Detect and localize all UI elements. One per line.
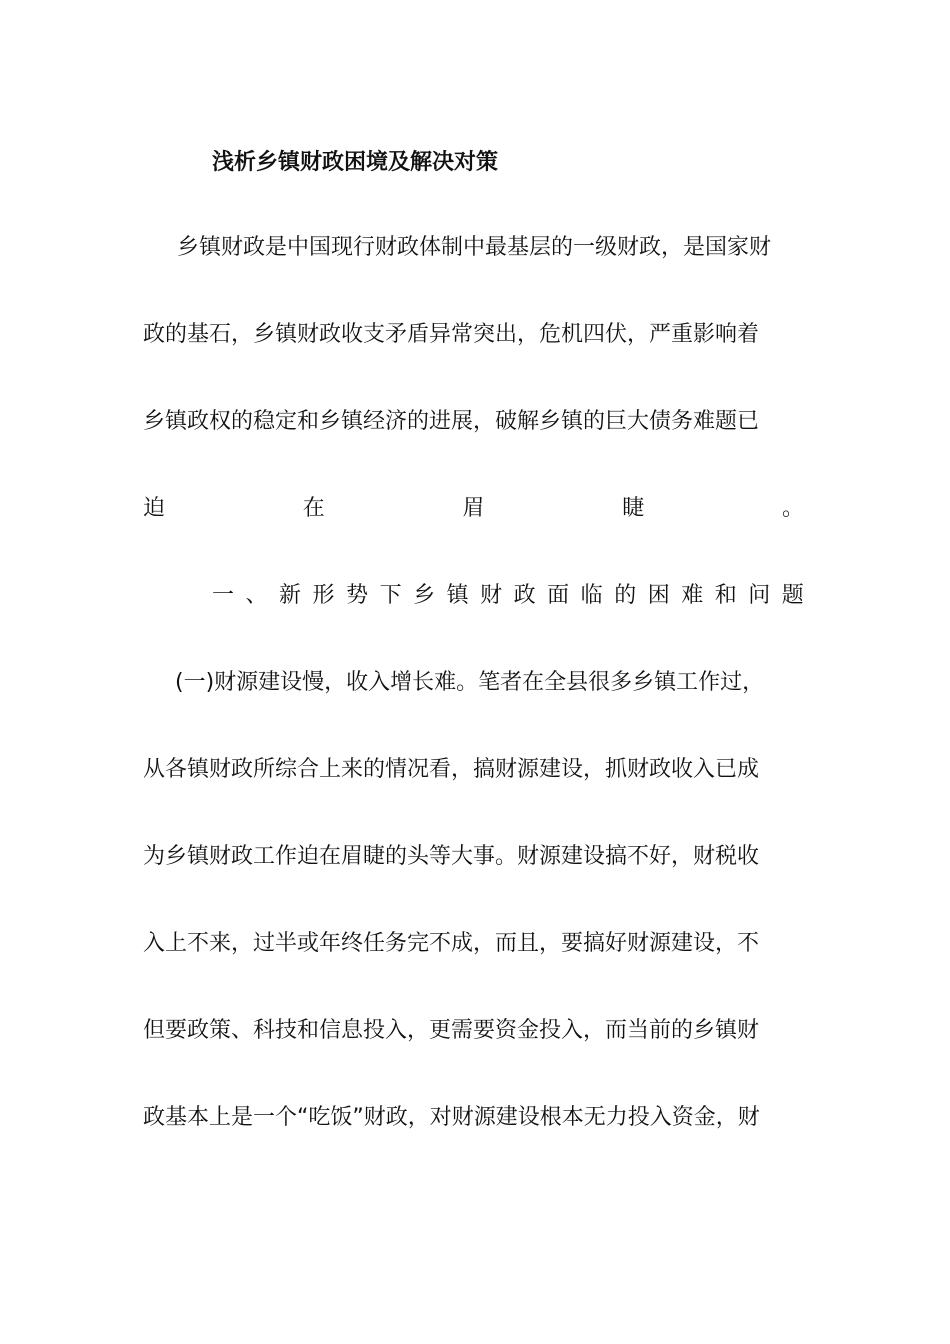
heading-char: 镇	[446, 583, 469, 608]
heading-char: 一	[212, 583, 235, 608]
heading-char: 势	[346, 583, 369, 608]
heading-char: 的	[614, 583, 637, 608]
para1-line-2: 政的基石，乡镇财政收支矛盾异常突出，危机四伏，严重影响着	[143, 322, 760, 347]
heading-char: 临	[580, 583, 603, 608]
heading-char: 和	[714, 583, 737, 608]
heading-char: 难	[681, 583, 704, 608]
justified-char: 在	[302, 496, 325, 521]
para1-line-3: 乡镇政权的稳定和乡镇经济的进展，破解乡镇的巨大债务难题已	[143, 409, 760, 434]
heading-char: 问	[748, 583, 771, 608]
heading-char: 新	[279, 583, 302, 608]
justified-char: 眉	[462, 496, 485, 521]
justified-char: 睫	[622, 496, 645, 521]
heading-char: 下	[379, 583, 402, 608]
heading-char: 面	[547, 583, 570, 608]
justified-char: 。	[781, 496, 804, 521]
heading-char: 财	[480, 583, 503, 608]
document-title: 浅析乡镇财政困境及解决对策	[212, 150, 499, 175]
para2-line-3: 为乡镇财政工作迫在眉睫的头等大事。财源建设搞不好，财税收	[143, 844, 760, 869]
para1-line-4-justified	[143, 492, 804, 526]
para2-line-4: 入上不来，过半或年终任务完不成，而且，要搞好财源建设，不	[143, 931, 760, 956]
heading-char: 形	[312, 583, 335, 608]
justified-char: 迫	[143, 496, 166, 521]
para2-line-6: 政基本上是一个“吃饭”财政，对财源建设根本无力投入资金，财	[143, 1105, 760, 1130]
para2-line-1: (一)财源建设慢，收入增长难。笔者在全县很多乡镇工作过，	[175, 670, 765, 695]
heading-char: 政	[513, 583, 536, 608]
para1-line-1: 乡镇财政是中国现行财政体制中最基层的一级财政，是国家财	[177, 235, 772, 260]
section-heading-1	[212, 579, 804, 613]
heading-char: 困	[647, 583, 670, 608]
heading-char: 、	[245, 583, 268, 608]
para2-line-5: 但要政策、科技和信息投入，更需要资金投入，而当前的乡镇财	[143, 1018, 760, 1043]
para2-line-2: 从各镇财政所综合上来的情况看，搞财源建设，抓财政收入已成	[143, 757, 760, 782]
heading-char: 题	[781, 583, 804, 608]
heading-char: 乡	[413, 583, 436, 608]
